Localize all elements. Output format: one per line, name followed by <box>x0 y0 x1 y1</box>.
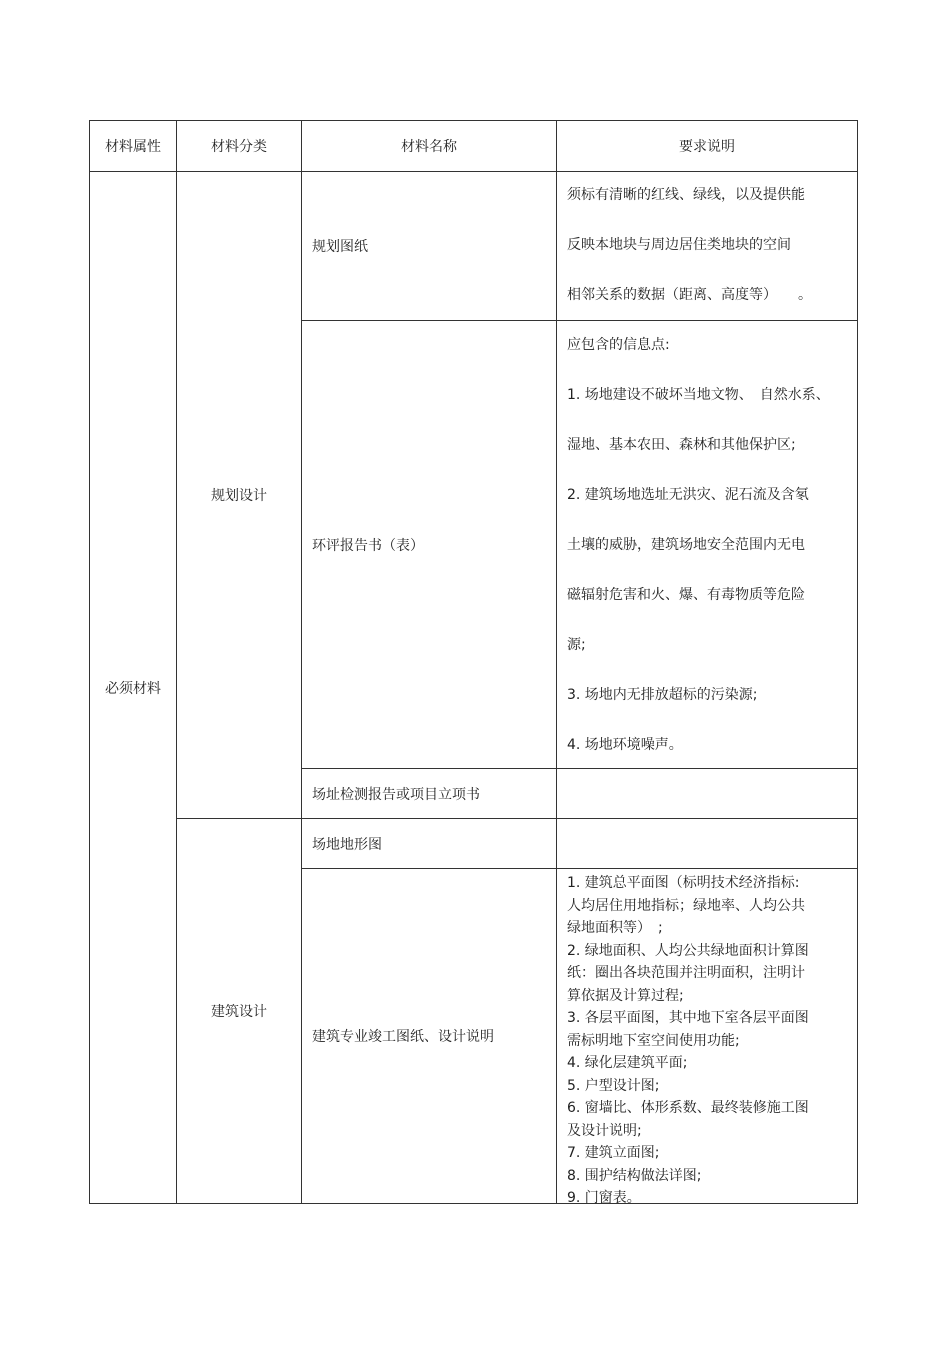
req-line: 应包含的信息点: <box>567 337 670 353</box>
req-line: 1. 建筑总平面图（标明技术经济指标: <box>567 875 800 891</box>
header-name: 材料名称 <box>401 139 457 155</box>
category-planning: 规划设计 <box>211 488 267 504</box>
req-line: 3. 场地内无排放超标的污染源; <box>567 687 758 703</box>
req-line: 4. 场地环境噪声。 <box>567 737 683 753</box>
req-line: 源; <box>567 637 586 653</box>
header-category: 材料分类 <box>211 139 267 155</box>
col-divider-3 <box>556 120 557 1204</box>
req-line: 绿地面积等） ; <box>567 920 663 936</box>
req-line: 4. 绿化层建筑平面; <box>567 1055 688 1071</box>
name-planning-drawings: 规划图纸 <box>312 239 368 255</box>
req-line: 3. 各层平面图，其中地下室各层平面图 <box>567 1010 809 1026</box>
req-eia-report <box>567 320 855 770</box>
req-line: 反映本地块与周边居住类地块的空间 <box>567 237 791 253</box>
req-line: 6. 窗墙比、体形系数、最终装修施工图 <box>567 1100 809 1116</box>
name-topographic-map: 场地地形图 <box>312 836 382 853</box>
req-line: 9. 门窗表。 <box>567 1190 641 1206</box>
col-divider-2 <box>301 120 302 1204</box>
req-line: 1. 场地建设不破坏当地文物、 自然水系、 <box>567 387 830 403</box>
category-building: 建筑设计 <box>211 1004 267 1020</box>
attr-cell: 必须材料 <box>105 680 161 697</box>
req-line: 及设计说明; <box>567 1122 642 1139</box>
name-eia-report: 环评报告书（表） <box>312 537 424 554</box>
name-site-report: 场址检测报告或项目立项书 <box>312 786 480 803</box>
header-attr: 材料属性 <box>105 139 161 155</box>
req-line: 算依据及计算过程; <box>567 987 684 1004</box>
req-line: 磁辐射危害和火、爆、有毒物质等危险 <box>567 587 805 603</box>
req-line: 7. 建筑立面图; <box>567 1145 660 1161</box>
req-line: 相邻关系的数据（距离、高度等） 。 <box>567 287 812 303</box>
table-border-right <box>857 120 858 1204</box>
req-line: 人均居住用地指标；绿地率、人均公共 <box>567 897 805 914</box>
req-line: 2. 绿地面积、人均公共绿地面积计算图 <box>567 942 809 959</box>
req-planning-drawings <box>567 170 855 320</box>
req-line: 湿地、基本农田、森林和其他保护区; <box>567 437 796 453</box>
req-line: 2. 建筑场地选址无洪灾、泥石流及含氡 <box>567 487 809 503</box>
req-line: 土壤的威胁，建筑场地安全范围内无电 <box>567 537 805 553</box>
req-line: 5. 户型设计图; <box>567 1077 660 1094</box>
req-topographic-map <box>557 819 857 868</box>
req-line: 需标明地下室空间使用功能; <box>567 1032 740 1049</box>
header-requirement: 要求说明 <box>679 139 735 155</box>
req-site-report <box>557 769 857 818</box>
req-architecture-drawings <box>567 872 855 1210</box>
req-line: 纸：圈出各块范围并注明面积，注明计 <box>567 965 805 981</box>
req-line: 8. 围护结构做法详图; <box>567 1167 702 1184</box>
name-architecture-drawings: 建筑专业竣工图纸、设计说明 <box>312 1029 494 1045</box>
req-line: 须标有清晰的红线、绿线，以及提供能 <box>567 187 805 203</box>
